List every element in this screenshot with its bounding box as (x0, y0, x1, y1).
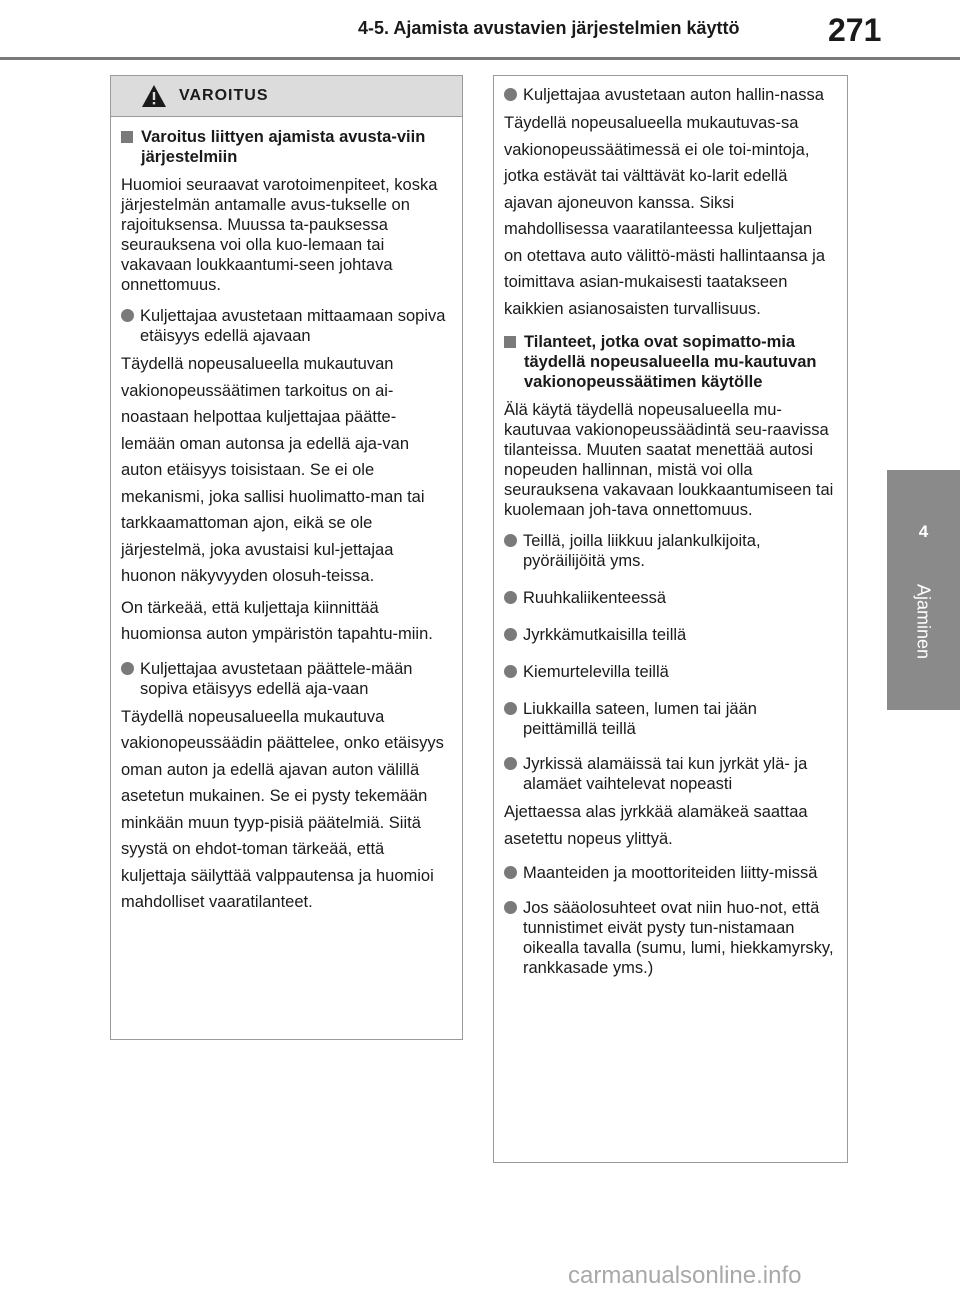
page-number: 271 (828, 12, 882, 48)
bullet-text: Kuljettajaa avustetaan mittaamaan sopiva etäisyys edellä ajavaan (140, 307, 446, 345)
bullet-text: Ruuhkaliikenteessä (523, 589, 667, 607)
bullet-item (504, 588, 835, 608)
bullet-text: Liukkailla sateen, lumen tai jään peittämillä teillä (523, 700, 757, 738)
watermark: carmanualsonline.info (568, 1262, 802, 1289)
chapter-tab[interactable] (887, 470, 960, 710)
square-bullet-icon (121, 131, 133, 143)
bullet-item (504, 699, 835, 739)
bullet-text: Kuljettajaa avustetaan päättele-mään sopiva etäisyys edellä aja-vaan (140, 659, 413, 698)
bullet-text: Jyrkkämutkaisilla teillä (523, 626, 687, 644)
bullet-text: Jyrkissä alamäissä tai kun jyrkät ylä- ja alamäet vaihtelevat nopeasti (523, 755, 808, 793)
bullet-text: Teillä, joilla liikkuu jalankulkijoita, pyöräilijöitä yms. (523, 532, 761, 570)
chapter-label: Ajaminen (913, 584, 934, 660)
warning-box-left (110, 75, 463, 1040)
round-bullet-icon (504, 665, 517, 678)
round-bullet-icon (121, 309, 134, 322)
section-heading (504, 332, 835, 392)
section-title: 4-5. Ajamista avustavien järjestelmien käyttö (358, 18, 740, 38)
warning-box-right (493, 75, 848, 1163)
bullet-item (504, 625, 835, 645)
warning-header (111, 76, 462, 117)
right-column-content (494, 76, 847, 978)
paragraph: Täydellä nopeusalueella mukautuva vakionopeussäädin päättelee, onko etäisyys oman auton ja edellä ajavan auton välillä asetetun mukainen. Se ei pysty tekemään minkään muun tyyp-pisiä päätelmiä. Siitä syystä on ehdot-toman tärkeää, että kuljettaja säilyttää valppautensa ja huomioi mahdolliset vaaratilanteet. (121, 707, 444, 911)
warning-triangle-icon (141, 84, 167, 108)
bullet-text: Jos sääolosuhteet ovat niin huo-not, että tunnistimet eivät pysty tun-nistamaan oikealla tavalla (sumu, lumi, hiekkamyrsky, rankkasade yms.) (523, 899, 834, 977)
round-bullet-icon (504, 88, 517, 101)
section-heading (121, 127, 450, 167)
heading-text: Varoitus liittyen ajamista avusta-viin järjestelmiin (141, 128, 426, 166)
paragraph: On tärkeää, että kuljettaja kiinnittää huomionsa auton ympäristön tapahtu-miin. (121, 598, 433, 643)
bullet-item (504, 85, 835, 105)
round-bullet-icon (504, 757, 517, 770)
square-bullet-icon (504, 336, 516, 348)
bullet-item (504, 662, 835, 682)
bullet-item (504, 898, 835, 978)
round-bullet-icon (504, 702, 517, 715)
bullet-text: Kiemurtelevilla teillä (523, 663, 669, 681)
intro-paragraph: Huomioi seuraavat varotoimenpiteet, koska järjestelmän antamalle avus-tukselle on rajoituksensa. Muussa ta-pauksessa seurauksena voi olla kuo-lemaan tai vakavaan loukkaantumi-seen johtava onnettomuus. (121, 176, 438, 294)
paragraph: Täydellä nopeusalueella mukautuvan vakionopeussäätimen tarkoitus on ai-noastaan helpottaa kuljettajaa päätte-lemään oman autonsa ja edellä aja-van auton etäisyys toisistaan. Se ei ole mekanismi, joka sallisi huolimatto-man tai tarkkaamattoman ajon, eikä se ole järjestelmä, joka avustaisi kul-jettajaa huonon näkyvyyden olosuh-teissa. (121, 355, 425, 585)
bullet-item (504, 531, 835, 571)
warning-label: VAROITUS (179, 87, 269, 104)
chapter-number: 4 (918, 522, 929, 541)
round-bullet-icon (504, 866, 517, 879)
round-bullet-icon (504, 591, 517, 604)
header-rule (0, 57, 960, 60)
paragraph: Täydellä nopeusalueella mukautuvas-sa vakionopeussäätimessä ei ole toi-mintoja, jotka estävät tai välttävät ko-larit edellä ajavan ajoneuvon kanssa. Siksi mahdollisessa vaaratilanteessa kuljettajan on otettava auto välittö-mästi hallintaansa ja toimittava asian-mukaisesti taatakseen kaikkien asianosaisten turvallisuus. (504, 114, 826, 318)
bullet-item (504, 863, 835, 883)
round-bullet-icon (504, 534, 517, 547)
round-bullet-icon (121, 662, 134, 675)
heading-text: Tilanteet, jotka ovat sopimatto-mia täydellä nopeusalueella mu-kautuvan vakionopeussäätimen käytölle (524, 333, 817, 391)
left-column-content (111, 127, 462, 916)
bullet-text: Maanteiden ja moottoriteiden liitty-missä (523, 864, 818, 882)
paragraph: Ajettaessa alas jyrkkää alamäkeä saattaa asetettu nopeus ylittyä. (504, 803, 808, 848)
paragraph: Älä käytä täydellä nopeusalueella mu-kautuvaa vakionopeussäädintä seu-raavissa tilanteissa. Muuten saatat menettää autosi nopeuden hallinnan, mistä voi olla seurauksena vakavaan loukkaantumiseen tai kuolemaan joh-tava onnettomuus. (504, 401, 834, 519)
bullet-item (504, 754, 835, 794)
round-bullet-icon (504, 628, 517, 641)
bullet-text: Kuljettajaa avustetaan auton hallin-nassa (523, 86, 824, 104)
bullet-item (121, 306, 450, 346)
bullet-item (121, 659, 450, 699)
round-bullet-icon (504, 901, 517, 914)
